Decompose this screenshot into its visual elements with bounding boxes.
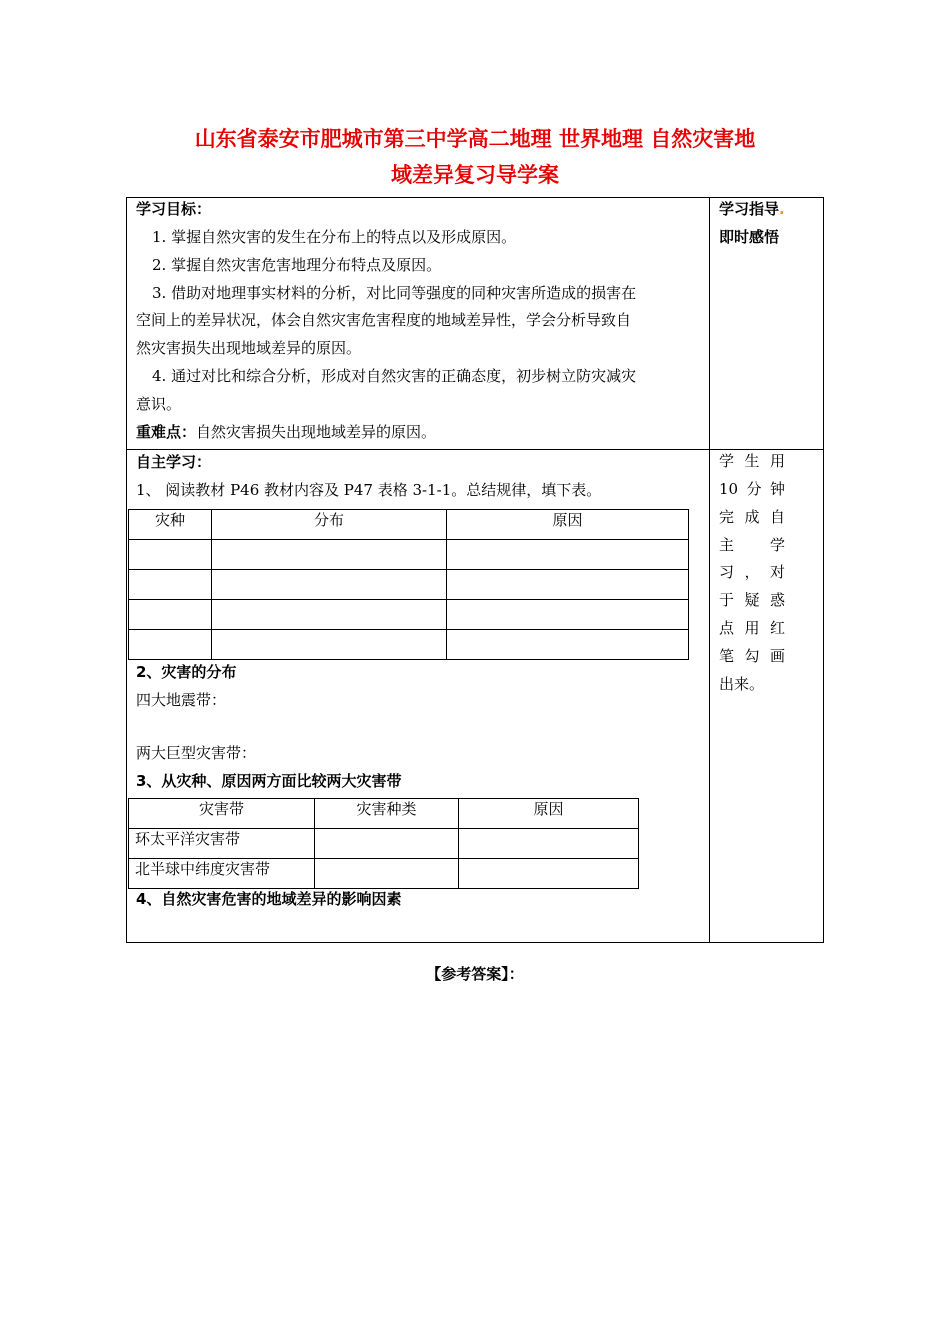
table-row — [129, 829, 639, 859]
table-row — [129, 540, 689, 570]
table-cell[interactable] — [459, 829, 639, 859]
side-note-line: 学 生 用 — [719, 452, 785, 470]
guide-heading-line2: 即时感悟 — [719, 228, 780, 246]
guide-heading — [719, 199, 785, 219]
belt-mid-latitude: 北半球中纬度灾害带 — [129, 859, 315, 889]
key-difficulty-text: 自然灾害损失出现地域差异的原因。 — [196, 423, 437, 441]
table-cell[interactable] — [447, 540, 689, 570]
disaster-belt-table — [128, 798, 639, 889]
question-1: 1、 阅读教材 P46 教材内容及 P47 表格 3-1-1。总结规律，填下表。 — [136, 481, 602, 499]
table-cell[interactable] — [212, 600, 447, 630]
self-study-heading: 自主学习： — [136, 453, 212, 471]
guide-heading-line1: 学习指导 — [719, 200, 780, 218]
side-note-line: 主 学 — [719, 536, 785, 554]
question-2-disaster-belts: 两大巨型灾害带： — [136, 744, 257, 762]
objective-3-line2: 空间上的差异状况，体会自然灾害危害程度的地域差异性，学会分析导致自 — [136, 311, 632, 329]
table-cell[interactable] — [212, 570, 447, 600]
side-note-line: 习 ， 对 — [719, 563, 785, 581]
side-note-line: 出来。 — [719, 675, 765, 693]
table-cell[interactable] — [315, 859, 459, 889]
header-distribution: 分布 — [212, 510, 447, 540]
table-cell[interactable] — [212, 540, 447, 570]
column-divider — [709, 197, 710, 943]
table-cell[interactable] — [459, 859, 639, 889]
objective-4-line1: 4. 通过对比和综合分析，形成对自然灾害的正确态度，初步树立防灾减灾 — [152, 367, 637, 385]
key-difficulty — [136, 422, 436, 442]
table-cell[interactable] — [129, 630, 212, 660]
table-header-row — [129, 510, 689, 540]
table-row — [129, 570, 689, 600]
side-note-line: 10 分 钟 — [719, 480, 785, 498]
page-title-line1: 山东省泰安市肥城市第三中学高二地理 世界地理 自然灾害地 — [194, 127, 756, 151]
side-note-line: 完 成 自 — [719, 508, 785, 526]
question-3: 3、从灾种、原因两方面比较两大灾害带 — [136, 772, 402, 790]
objective-3-line3: 然灾害损失出现地域差异的原因。 — [136, 339, 362, 357]
belt-pacific: 环太平洋灾害带 — [129, 829, 315, 859]
table-row — [129, 600, 689, 630]
key-difficulty-label: 重难点： — [136, 423, 197, 441]
question-2-earthquake-belts: 四大地震带： — [136, 691, 227, 709]
table-cell[interactable] — [447, 570, 689, 600]
objective-3-line1: 3. 借助对地理事实材料的分析，对比同等强度的同种灾害所造成的损害在 — [152, 284, 637, 302]
answers-heading: 【参考答案】： — [426, 965, 524, 983]
table-cell[interactable] — [129, 600, 212, 630]
question-4: 4、自然灾害危害的地域差异的影响因素 — [136, 890, 402, 908]
header-cause: 原因 — [459, 799, 639, 829]
page-title-line2: 域差异复习导学案 — [391, 163, 559, 187]
objective-2: 2. 掌握自然灾害危害地理分布特点及原因。 — [152, 256, 442, 274]
table-cell[interactable] — [212, 630, 447, 660]
side-note-line: 于 疑 惑 — [719, 591, 785, 609]
table-cell[interactable] — [315, 829, 459, 859]
table-cell[interactable] — [447, 630, 689, 660]
question-2: 2、灾害的分布 — [136, 663, 237, 681]
disaster-summary-table — [128, 509, 689, 660]
table-cell[interactable] — [129, 570, 212, 600]
header-belt: 灾害带 — [129, 799, 315, 829]
guide-dot: . — [779, 200, 785, 218]
objective-4-line2: 意识。 — [136, 395, 182, 413]
header-disaster-type: 灾种 — [129, 510, 212, 540]
table-header-row — [129, 799, 639, 829]
side-note-line: 点 用 红 — [719, 619, 785, 637]
table-cell[interactable] — [447, 600, 689, 630]
row-divider — [126, 449, 824, 450]
table-row — [129, 630, 689, 660]
table-row — [129, 859, 639, 889]
objectives-heading: 学习目标： — [136, 200, 212, 218]
side-note-line: 笔 勾 画 — [719, 647, 785, 665]
header-disaster-kinds: 灾害种类 — [315, 799, 459, 829]
header-cause: 原因 — [447, 510, 689, 540]
objective-1: 1. 掌握自然灾害的发生在分布上的特点以及形成原因。 — [152, 228, 517, 246]
table-cell[interactable] — [129, 540, 212, 570]
